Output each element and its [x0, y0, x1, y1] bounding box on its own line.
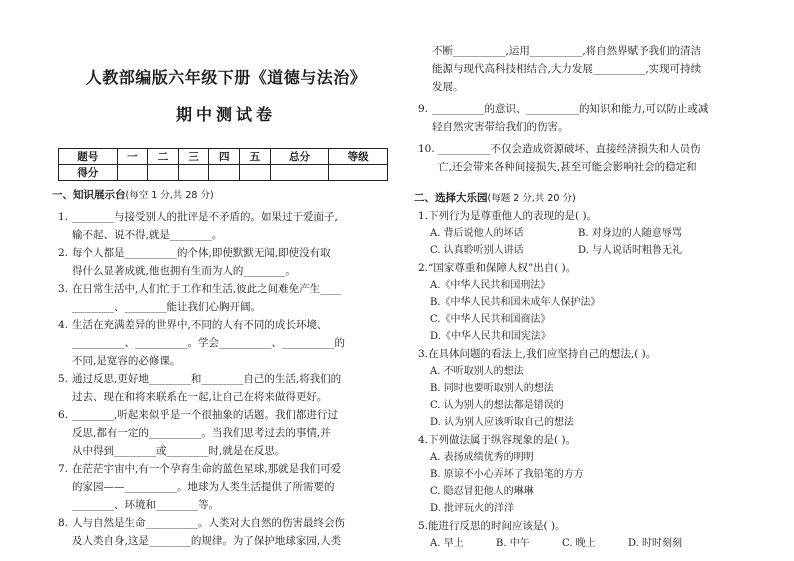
score-input-cell[interactable] [178, 165, 209, 181]
choice-option[interactable]: D. 批评玩火的洋洋 [430, 503, 515, 514]
question-number: 7. [58, 463, 69, 475]
choice-option[interactable]: D. 认为别人应该听取自己的想法 [430, 417, 575, 428]
choice-option[interactable]: C. 隐忍冒犯他人的琳琳 [430, 486, 534, 497]
score-table-header-row [59, 149, 388, 165]
choice-option[interactable]: A. 早上 [430, 538, 464, 549]
score-input-cell[interactable] [148, 165, 179, 181]
question-stem: 1.下列行为是尊重他人的表现的是( )。 [418, 210, 598, 222]
question-text: 得什么显著成就,他也拥有生而为人的________。 [72, 265, 296, 277]
question-text: 发展。 [432, 81, 464, 93]
choice-option[interactable]: A. 背后说他人的坏话 [430, 228, 524, 239]
question-text: 在茫茫宇宙中,有一个孕育生命的蓝色星球,那就是我们可爱 [72, 463, 342, 475]
score-input-cell[interactable] [117, 165, 148, 181]
question-text: 输不起、说不得,就是________。 [72, 229, 223, 241]
question-number: 1. [58, 211, 69, 223]
choice-question-3 [418, 345, 748, 431]
question-text: ________,听起来似乎是一个很抽象的话题。我们都进行过 [72, 409, 338, 421]
question-text: 的家园——__________。地球为人类生活提供了所需要的 [72, 481, 335, 493]
choice-option[interactable]: A. 不听取别人的想法 [430, 366, 524, 377]
choice-option[interactable]: B. 同时也要听取别人的想法 [430, 383, 554, 394]
question-number: 9. [418, 103, 429, 115]
choice-option[interactable]: A.《中华人民共和国刑法》 [430, 280, 551, 291]
left-column [52, 66, 388, 550]
score-cell: 题号 [59, 149, 118, 165]
score-input-cell[interactable] [240, 165, 271, 181]
question-stem: 3.在具体问题的看法上,我们应坚持自己的想法,( )。 [418, 348, 657, 360]
question-10 [418, 140, 748, 176]
question-text: 生活在充满差异的世界中,不同的人有不同的成长环境、 [72, 319, 328, 331]
question-number: 2. [58, 247, 69, 259]
question-text: ________与接受别人的批评是不矛盾的。如果过于爱面子, [72, 211, 338, 223]
choice-option[interactable]: C.《中华人民共和国商法》 [430, 314, 551, 325]
choice-option[interactable]: C. 晚上 [562, 538, 596, 549]
question-stem: 5.能进行反思的时间应该是( )。 [418, 520, 566, 532]
question-number: 3. [58, 283, 69, 295]
question-text: __________的意识、__________的知识和能力,可以防止或减 [432, 103, 709, 115]
question-text: 从中得到________或________时,就是在反思。 [72, 445, 286, 457]
score-input-cell[interactable] [329, 165, 388, 181]
question-8-continued [418, 42, 748, 96]
question-3 [58, 280, 388, 316]
question-9 [418, 100, 748, 136]
score-cell: 等级 [329, 149, 388, 165]
question-7 [58, 460, 388, 514]
score-table-score-row [59, 165, 388, 181]
question-stem: 2.“国家尊重和保障人权”出自( )。 [418, 262, 577, 274]
score-input-cell[interactable] [209, 165, 240, 181]
choice-question-4 [418, 431, 748, 517]
question-number: 4. [58, 319, 69, 331]
exam-title: 人教部编版六年级下册《道德与法治》 [85, 68, 367, 87]
question-text: 在日常生活中,人们忙于工作和生活,彼此之间难免产生____ [72, 283, 342, 295]
score-cell: 三 [178, 149, 209, 165]
question-text: 亡,还会带来各种间接损失,甚至可能会影响社会的稳定和 [438, 161, 697, 173]
question-text: 不断__________,运用__________,将自然界赋予我们的清洁 [432, 45, 702, 57]
score-cell: 得分 [59, 165, 118, 181]
question-text: __________、__________。学会__________、__________的 [72, 337, 345, 349]
question-number: 10. [418, 143, 435, 155]
choice-option[interactable]: D. 与人说话时粗鲁无礼 [578, 245, 683, 256]
question-text: 能源与现代高科技相结合,大力发展__________,实现可持续 [432, 63, 702, 75]
question-2 [58, 244, 388, 280]
question-text: __________不仅会造成资源破坏、直接经济损失和人员伤 [438, 143, 701, 155]
choice-option[interactable]: B. 对身边的人随意辱骂 [578, 228, 682, 239]
question-text: 不同,是宽容的必修课。 [72, 355, 181, 367]
question-text: ________、环境和________等。 [72, 499, 219, 511]
question-number: 6. [58, 409, 69, 421]
question-text: 轻自然灾害带给我们的伤害。 [432, 121, 569, 133]
choice-option[interactable]: D.《中华人民共和国宪法》 [430, 331, 551, 342]
question-number: 8. [58, 517, 69, 529]
score-cell: 二 [148, 149, 179, 165]
choice-question-1 [418, 207, 748, 259]
question-text: 反思,都有一定的__________。当我们思考过去的事情,并 [72, 427, 331, 439]
choice-option[interactable]: D. 时时刻刻 [628, 538, 683, 549]
choice-option[interactable]: A. 表扬成绩优秀的明明 [430, 452, 534, 463]
exam-subtitle: 期中测试卷 [175, 105, 276, 124]
question-text: 每个人都是__________的个体,即使默默无闻,即使没有取 [72, 247, 331, 259]
question-text: 通过反思,更好地________和________自己的生活,将我们的 [72, 373, 342, 385]
question-6 [58, 406, 388, 460]
choice-question-5 [418, 517, 748, 552]
score-input-cell[interactable] [270, 165, 329, 181]
question-8 [58, 514, 388, 550]
question-text: ________、________能让我们心胸开阔。 [72, 301, 261, 313]
question-text: 人与自然是生命__________。人类对大自然的伤害最终会伤 [72, 517, 345, 529]
right-column [414, 42, 748, 552]
score-cell: 一 [117, 149, 148, 165]
section-2-heading [414, 190, 748, 207]
question-4 [58, 316, 388, 370]
section-1-heading [52, 187, 388, 204]
choice-question-2 [418, 259, 748, 345]
section-1-note: (每空 1 分,共 28 分) [125, 190, 214, 201]
score-cell: 总分 [270, 149, 329, 165]
score-cell: 五 [240, 149, 271, 165]
question-stem: 4.下列做法属于纵容现象的是( )。 [418, 434, 577, 446]
question-text: 过去、现在和将来联系在一起,让自己在将来做得更好。 [72, 391, 328, 403]
choice-option[interactable]: B. 原谅不小心弄坏了我铅笔的方方 [430, 469, 584, 480]
question-1 [58, 208, 388, 244]
section-2-title: 二、选择大乐园 [414, 192, 488, 204]
question-5 [58, 370, 388, 406]
question-number: 5. [58, 373, 69, 385]
choice-option[interactable]: B.《中华人民共和国未成年人保护法》 [430, 297, 601, 308]
score-cell: 四 [209, 149, 240, 165]
score-table [58, 148, 388, 181]
choice-option[interactable]: C. 认真聆听别人讲话 [430, 245, 524, 256]
choice-option[interactable]: B. 中午 [496, 538, 530, 549]
section-2-note: (每题 2 分,共 20 分) [487, 193, 576, 204]
section-1-title: 一、知识展示台 [52, 189, 126, 201]
question-text: 及人类自身,这是________的规律。为了保护地球家园,人类 [72, 535, 342, 547]
choice-option[interactable]: C. 认为别人的想法都是错误的 [430, 400, 564, 411]
